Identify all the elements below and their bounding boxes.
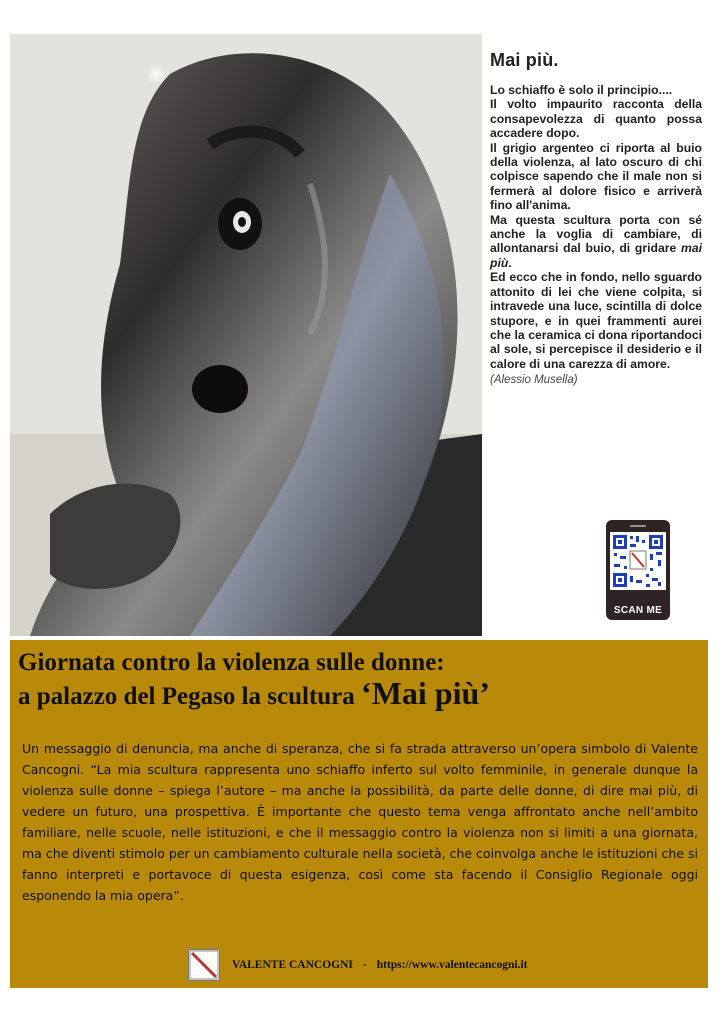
poem-author: (Alessio Musella)	[490, 374, 578, 387]
scan-me-label: SCAN ME	[613, 605, 663, 616]
footer-separator: -	[362, 959, 367, 971]
sidebar-poem	[490, 50, 702, 386]
artist-website-link[interactable]: https://www.valentecancogni.it	[376, 959, 528, 971]
qr-code[interactable]	[606, 520, 670, 620]
headline-line-2	[18, 675, 708, 712]
poem-paragraph: Ed ecco che in fondo, nello sguardo attonito di lei che viene colpita, si intravede una luce, scintilla di dolce stupore, e in quei frammenti aurei che la ceramica ci dona riportandoci al sole, si percepisce il desiderio e il calore di una carezza di amore.	[490, 270, 702, 371]
sculpture-photo	[10, 34, 482, 636]
article-panel	[10, 640, 708, 988]
artist-logo-icon	[188, 949, 220, 981]
poem-text	[490, 83, 702, 371]
poem-paragraph: Il volto impaurito racconta della consapevolezza di quanto possa accadere dopo.	[490, 97, 702, 141]
poem-emphasis: mai più	[490, 241, 702, 270]
poem-text-run: .	[508, 255, 512, 270]
artist-name: VALENTE CANCOGNI	[232, 959, 353, 971]
poem-paragraph	[490, 213, 702, 271]
headline-line-1: Giornata contro la violenza sulle donne:	[18, 649, 445, 676]
poem-paragraph: Il grigio argenteo ci riporta al buio della violenza, al lato oscuro di chi colpisce sapendo che il male non si fermerà al dolore fisico e arriverà fino all'anima.	[490, 140, 702, 213]
article-footer	[188, 948, 528, 982]
poem-paragraph: Lo schiaffo è solo il principio....	[490, 83, 673, 97]
sculpture-illustration	[10, 34, 482, 636]
article-headline	[18, 648, 708, 712]
headline-title: ‘Mai più’	[361, 675, 490, 711]
poem-text-run: Ma questa scultura porta con sé anche la voglia di cambiare, di allontanarsi dal buio, di gridare	[490, 212, 702, 256]
qr-code-icon	[610, 532, 666, 590]
article-body: Un messaggio di denuncia, ma anche di speranza, che si fa strada attraverso un’opera simbolo di Valente Cancogni. “La mia scultura rappresenta uno schiaffo inferto sul volto femminile, in generale dunque la violenza sulle donne – spiega l’autore – ma anche la possibilità, da parte delle donne, di dire mai più, di vedere un futuro, una prospettiva. È importante che questo tema venga affrontato anche nell’ambito familiare, nelle scuole, nelle istituzioni, e che il messaggio contro la violenza non si limiti a una giornata, ma che diventi stimolo per un cambiamento culturale nella società, che coinvolga anche le istituzioni che si fanno interpreti e portavoce di questa esigenza, così come sta facendo il Consiglio Regionale oggi esponendo la mia opera”.	[22, 741, 698, 903]
headline-text-run: a palazzo del Pegaso la scultura	[18, 683, 362, 710]
phone-speaker	[630, 525, 646, 527]
poem-title: Mai più.	[490, 50, 559, 70]
